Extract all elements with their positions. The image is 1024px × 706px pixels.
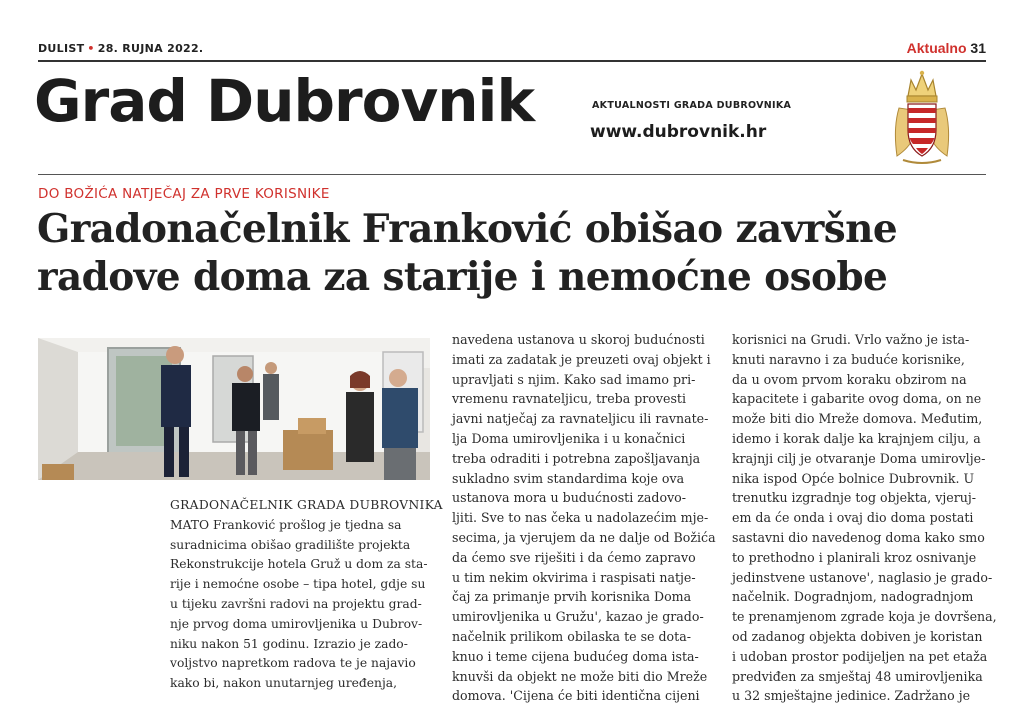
column-line: te prenamjenom zgrade koja je dovršena, bbox=[732, 609, 997, 625]
article-kicker: DO BOŽIĆA NATJEČAJ ZA PRVE KORISNIKE bbox=[38, 186, 330, 202]
date-text: 28. RUJNA 2022. bbox=[97, 42, 204, 55]
column-line: knuvši da objekt ne može biti dio Mreže bbox=[452, 668, 708, 684]
column-line: javni natječaj za ravnateljicu ili ravnate- bbox=[452, 411, 709, 427]
headline-line-1: Gradonačelnik Franković obišao završne bbox=[37, 206, 898, 252]
column-line: da ćemo sve riješiti i da ćemo zapravo bbox=[452, 549, 696, 565]
column-line: idemo i korak dalje ka krajnjem cilju, a bbox=[732, 430, 981, 446]
column-line: načelnik prilikom obilaska te se dota- bbox=[452, 628, 691, 644]
column-line: u tim nekim okvirima i raspisati natje- bbox=[452, 569, 696, 585]
masthead-url[interactable]: www.dubrovnik.hr bbox=[590, 122, 767, 142]
article-column-2 bbox=[452, 330, 716, 706]
column-line: čaj za primanje prvih korisnika Doma bbox=[452, 589, 692, 605]
column-line: jedinstvene ustanove', naglasio je grado- bbox=[732, 569, 993, 585]
masthead-subtitle: AKTUALNOSTI GRADA DUBROVNIKA bbox=[592, 100, 792, 111]
column-line: kako bi, nakon unutarnjeg uređenja, bbox=[170, 676, 398, 691]
article-column-1 bbox=[170, 496, 443, 694]
construction-site-photo bbox=[38, 338, 430, 480]
column-line: da u ovom prvom koraku obzirom na bbox=[732, 371, 967, 387]
column-line: sastavni dio navedenog doma kako smo bbox=[732, 529, 985, 545]
masthead-rule bbox=[38, 174, 986, 175]
header-rule bbox=[38, 60, 986, 62]
column-line: em da će onda i ovaj dio doma postati bbox=[732, 510, 974, 526]
column-line: vremenu ravnateljicu, treba provesti bbox=[452, 391, 687, 407]
column-line: ljiti. Sve to nas čeka u nadolazećim mje- bbox=[452, 510, 709, 526]
column-line: sukladno svim standardima koje ova bbox=[452, 470, 685, 486]
column-line: i udoban prostor podijeljen na pet etaža bbox=[732, 648, 988, 664]
column-line: to prethodno i planirali kroz osnivanje bbox=[732, 549, 977, 565]
page-header bbox=[38, 40, 986, 60]
section-name: Aktualno bbox=[906, 40, 967, 56]
column-line: nje prvog doma umirovljenika u Dubrov- bbox=[170, 616, 423, 631]
column-line: rije i nemoćne osobe – tipa hotel, gdje su bbox=[170, 577, 426, 592]
article-column-3 bbox=[732, 330, 997, 706]
column-line: u 32 smještajne jedinice. Zadržano je bbox=[732, 688, 971, 704]
column-line: imati za zadatak je preuzeti ovaj objekt i bbox=[452, 351, 711, 367]
column-line: ustanova mora u budućnosti zadovo- bbox=[452, 490, 687, 506]
column-line: umirovljenika u Gružu', kazao je grado- bbox=[452, 609, 704, 625]
column-line: u tijeku završni radovi na projektu grad- bbox=[170, 596, 422, 611]
column-line: niku nakon 51 godinu. Izrazio je zado- bbox=[170, 636, 408, 651]
column-line: trenutku izgradnje tog objekta, vjeruj- bbox=[732, 490, 977, 506]
issue-date bbox=[38, 42, 203, 55]
headline-line-2: radove doma za starije i nemoćne osobe bbox=[37, 253, 888, 300]
column-line: može biti dio Mreže domova. Međutim, bbox=[732, 411, 983, 427]
column-line: navedena ustanova u skoroj budućnosti bbox=[452, 332, 705, 347]
column-line: krajnji cilj je otvaranje Doma umirovlje- bbox=[732, 450, 986, 466]
column-line: MATO Franković prošlog je tjedna sa bbox=[170, 517, 402, 532]
column-line: lja Doma umirovljenika i u konačnici bbox=[452, 430, 686, 446]
column-line: GRADONAČELNIK GRADA DUBROVNIKA bbox=[170, 498, 443, 512]
column-line: upravljati s njim. Kako sad imamo pri- bbox=[452, 371, 696, 387]
column-line: treba odraditi i potrebna zapošljavanja bbox=[452, 450, 701, 466]
publication-name: DULIST bbox=[38, 42, 85, 55]
column-line: domova. 'Cijena će biti identična cijeni bbox=[452, 688, 700, 704]
article-headline bbox=[37, 206, 987, 302]
section-label bbox=[907, 40, 986, 56]
separator-dot: • bbox=[87, 42, 95, 55]
column-line: knuti naravno i za buduće korisnike, bbox=[732, 351, 965, 367]
column-line: kapacitete i gabarite ovog doma, on ne bbox=[732, 391, 982, 407]
column-line: voljstvo napretkom radova te je najavio bbox=[170, 656, 416, 671]
masthead-title: Grad Dubrovnik bbox=[34, 67, 535, 135]
column-line: načelnik. Dogradnjom, nadogradnjom bbox=[732, 589, 974, 605]
page-number: 31 bbox=[970, 40, 986, 56]
column-line: Rekonstrukcije hotela Gruž u dom za sta- bbox=[170, 557, 428, 572]
column-line: od zadanog objekta dobiven je koristan bbox=[732, 628, 983, 644]
column-line: secima, ja vjerujem da ne dalje od Božića bbox=[452, 529, 716, 545]
column-line: korisnici na Grudi. Vrlo važno je ista- bbox=[732, 332, 970, 347]
column-line: knuo i teme cijena budućeg doma ista- bbox=[452, 648, 699, 664]
column-line: predviđen za smještaj 48 umirovljenika bbox=[732, 668, 983, 684]
column-line: suradnicima obišao gradilište projekta bbox=[170, 537, 411, 552]
dubrovnik-coat-of-arms-icon bbox=[891, 68, 953, 166]
column-line: nika ispod Opće bolnice Dubrovnik. U bbox=[732, 470, 975, 486]
